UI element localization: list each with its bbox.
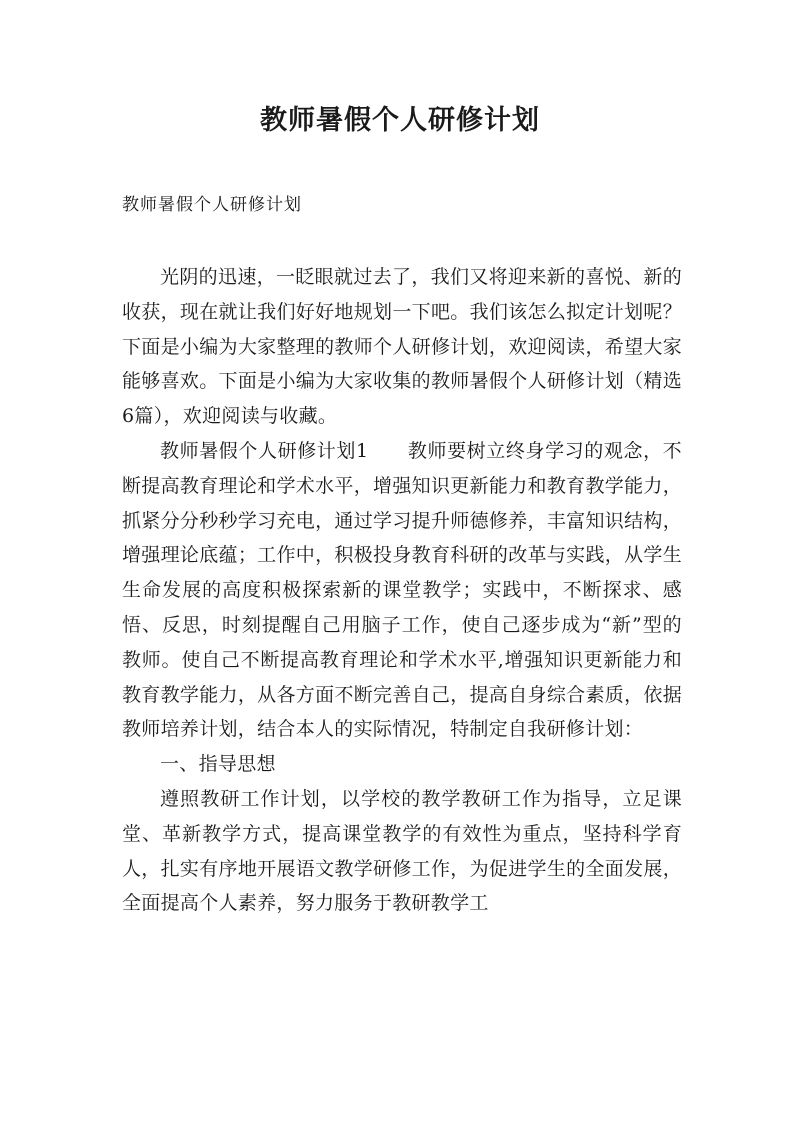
section-heading-guiding-thought: 一、指导思想 — [160, 753, 276, 776]
document-body — [122, 260, 682, 921]
document-subtitle: 教师暑假个人研修计划 — [122, 195, 302, 215]
document-title: 教师暑假个人研修计划 — [260, 105, 540, 136]
paragraph-intro: 光阴的迅速，一眨眼就过去了，我们又将迎来新的喜悦、新的收获，现在就让我们好好地规划一下吧。我们该怎么拟定计划呢？下面是小编为大家整理的教师个人研修计划，欢迎阅读，希望大家能够喜欢。下面是小编为大家收集的教师暑假个人研修计划（精选6篇），欢迎阅读与收藏。 — [122, 266, 682, 428]
paragraph-plan-1: 教师暑假个人研修计划1 教师要树立终身学习的观念，不断提高教育理论和学术水平，增强知识更新能力和教育教学能力，抓紧分分秒秒学习充电，通过学习提升师德修养，丰富知识结构，增强理论底蕴；工作中，积极投身教育科研的改革与实践，从学生生命发展的高度积极探索新的课堂教学；实践中，不断探求、感悟、反思，时刻提醒自己用脑子工作，使自己逐步成为“新”型的教师。使自己不断提高教育理论和学术水平,增强知识更新能力和教育教学能力，从各方面不断完善自己，提高自身综合素质，依据教师培养计划，结合本人的实际情况，特制定自我研修计划： — [122, 439, 682, 741]
paragraph-guiding-thought: 遵照教研工作计划，以学校的教学教研工作为指导，立足课堂、革新教学方式，提高课堂教学的有效性为重点，坚持科学育人，扎实有序地开展语文教学研修工作，为促进学生的全面发展，全面提高个人素养，努力服务于教研教学工 — [122, 787, 682, 915]
